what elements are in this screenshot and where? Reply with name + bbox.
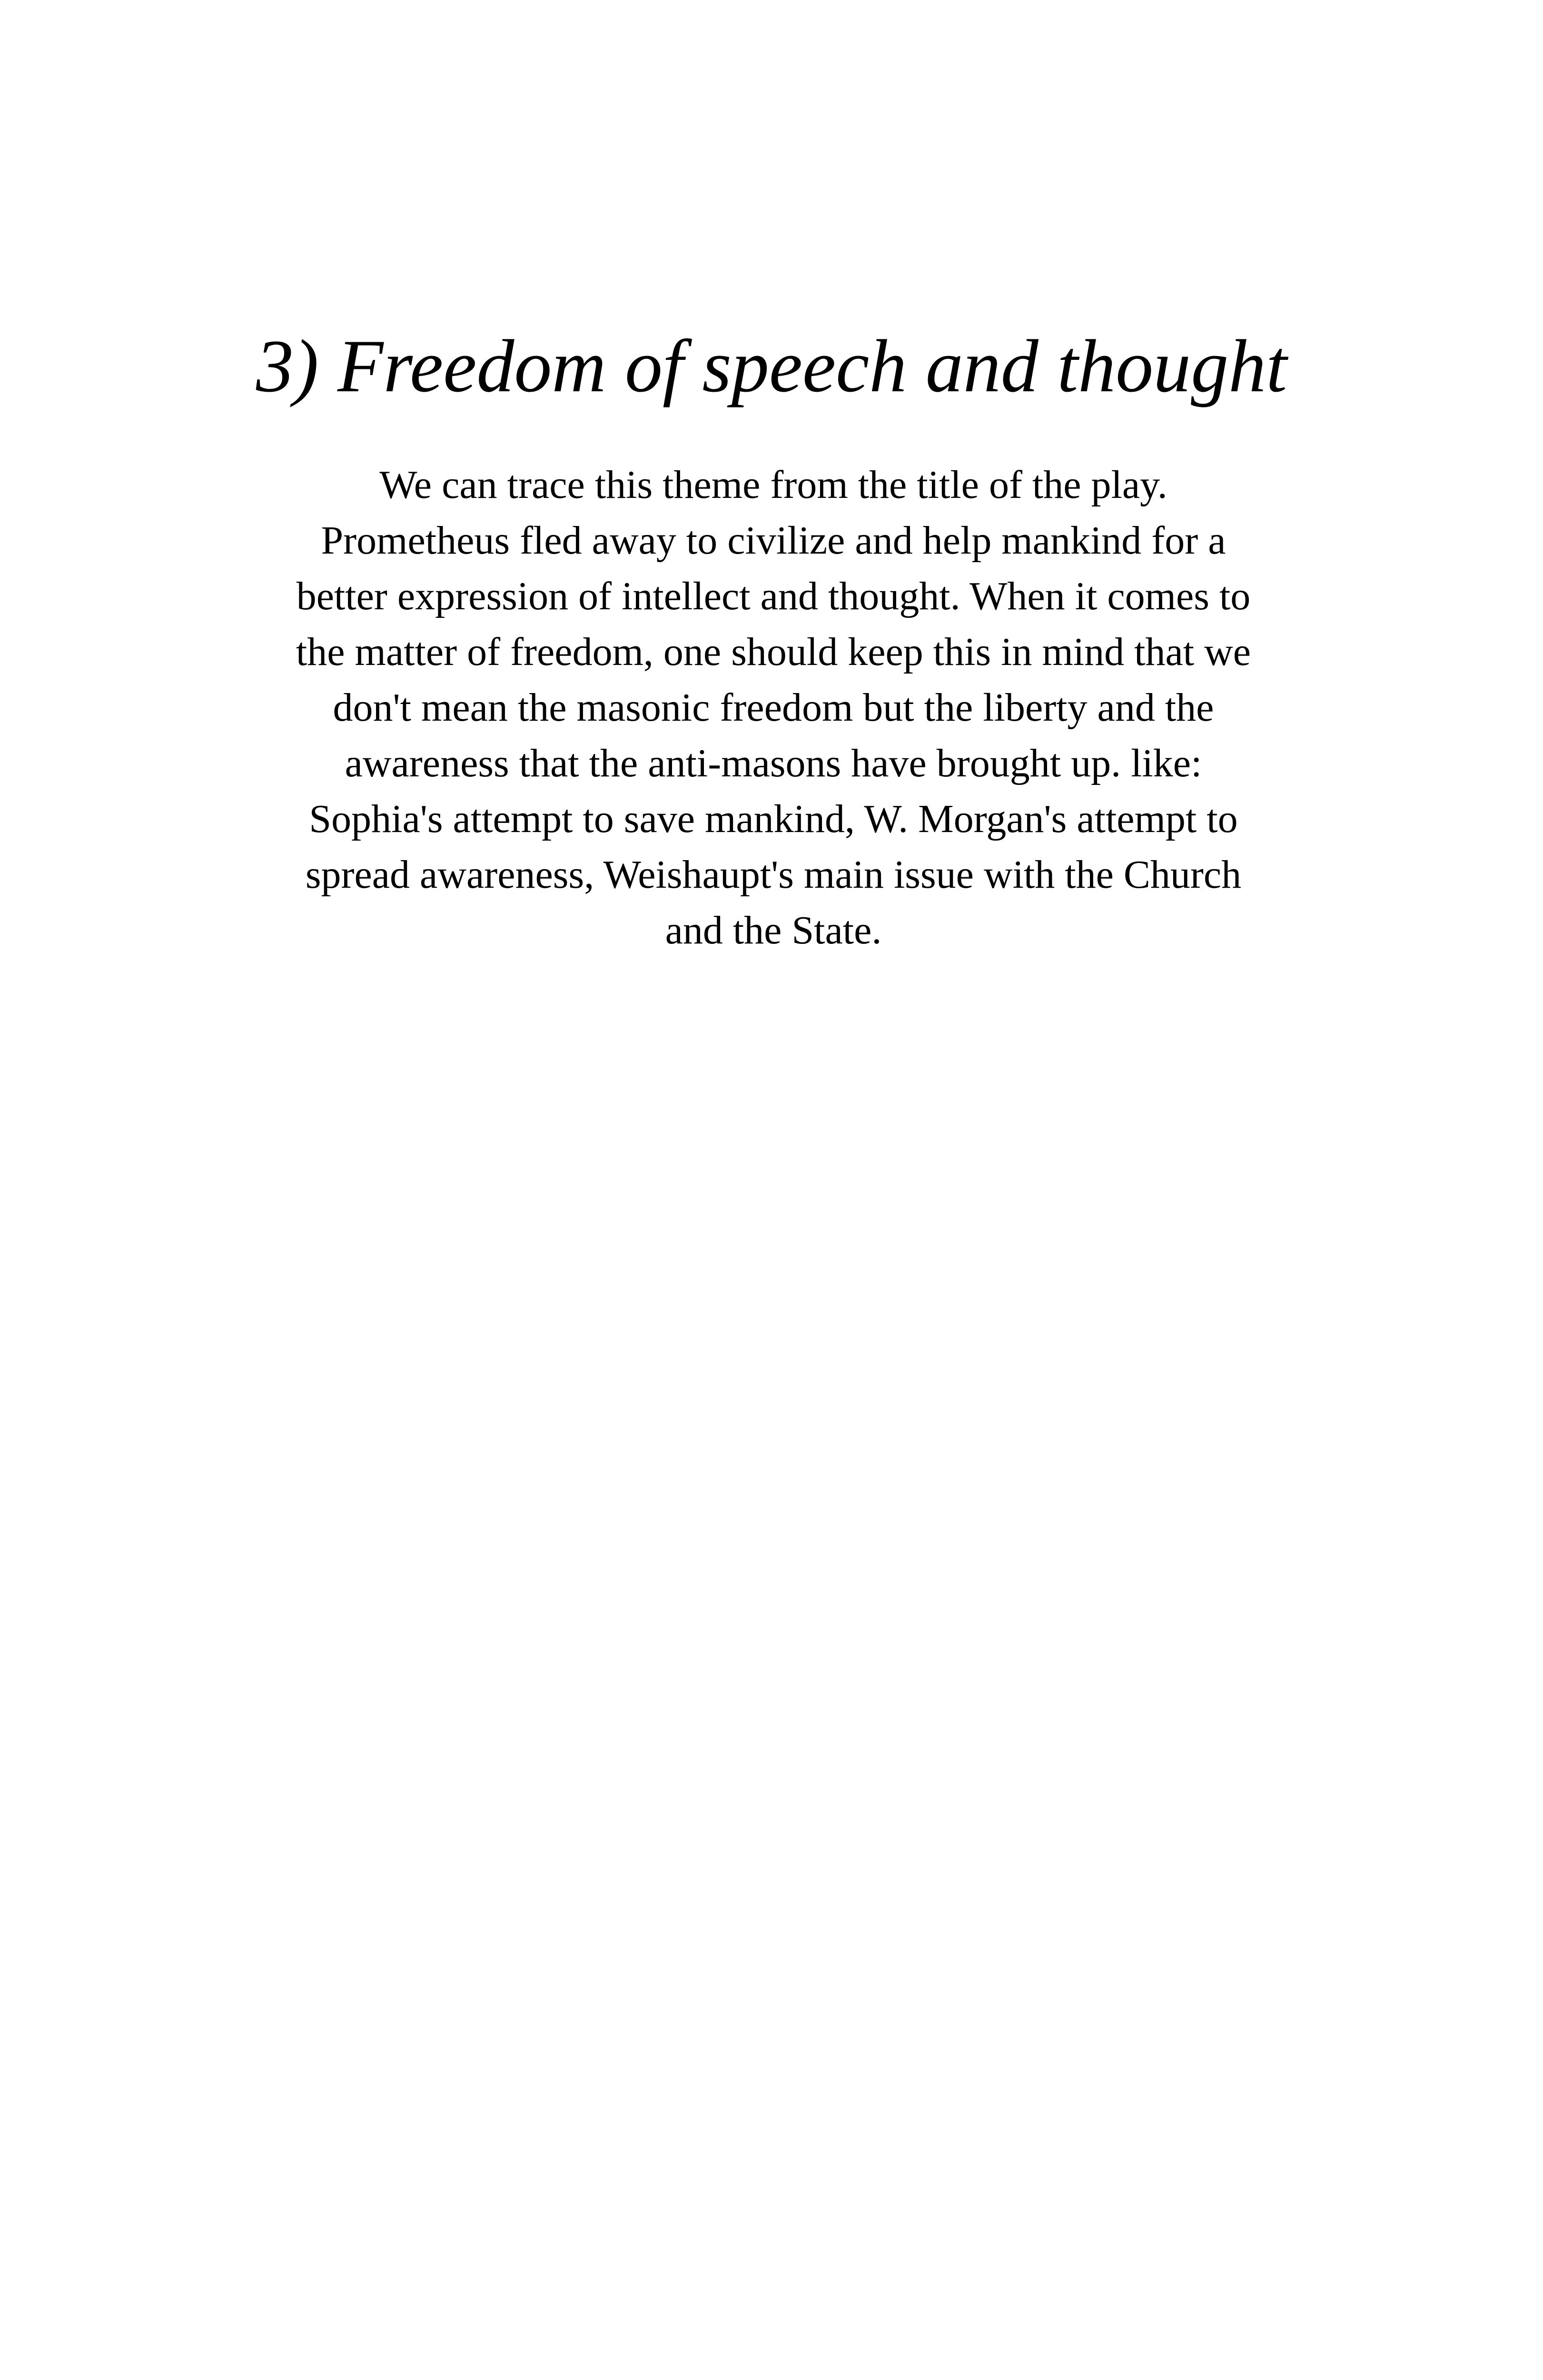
paragraph-line: awareness that the anti-masons have brought up. like: — [345, 741, 1202, 785]
paragraph-line: spread awareness, Weishaupt's main issue with the Church — [305, 853, 1242, 897]
paragraph-line: better expression of intellect and thought. When it comes to — [296, 574, 1251, 618]
paragraph-line: don't mean the masonic freedom but the liberty and the — [333, 685, 1214, 730]
paragraph-line: and the State. — [665, 908, 882, 952]
paragraph-line: the matter of freedom, one should keep this in mind that we — [296, 630, 1251, 674]
paragraph-line: Prometheus fled away to civilize and help mankind for a — [321, 518, 1226, 563]
body-paragraph — [190, 457, 1356, 958]
section-heading: 3) Freedom of speech and thought — [256, 325, 1287, 408]
paragraph-line: We can trace this theme from the title of the play. — [379, 463, 1167, 507]
paragraph-line: Sophia's attempt to save mankind, W. Morgan's attempt to — [309, 797, 1238, 841]
